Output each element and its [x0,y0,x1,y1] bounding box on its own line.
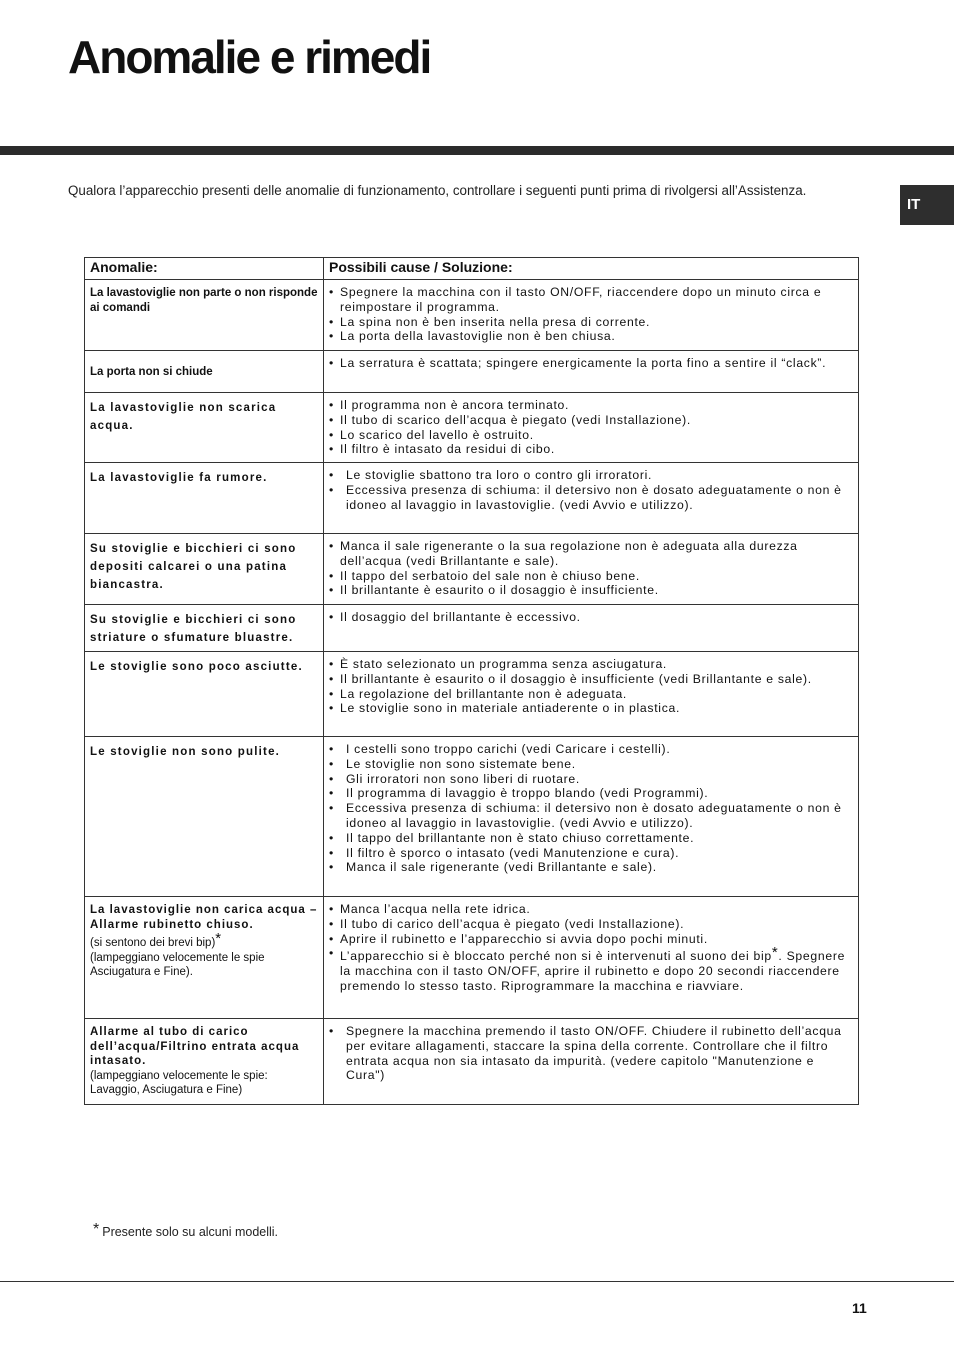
solution-cell [324,737,859,897]
table-row [85,534,859,605]
solution-item: • Manca il sale rigenerante o la sua regolazione non è adeguata alla durezza dell’acqua (vedi Brillantante e sale). [329,539,850,569]
asterisk-marker: * [215,930,222,947]
anomaly-cell [85,605,324,652]
anomaly-text: La lavastoviglie non scarica acqua. [90,402,277,432]
solution-cell [324,351,859,393]
solution-item: • La regolazione del brillantante non è adeguata. [329,687,850,702]
solution-item: • Le stoviglie sono in materiale antiaderente o in plastica. [329,701,850,716]
language-tab: IT [900,185,954,225]
solution-item: • Manca il sale rigenerante (vedi Brillantante e sale). [329,860,850,875]
solution-item: • Il dosaggio del brillantante è eccessivo. [329,610,850,625]
anomaly-text: Su stoviglie e bicchieri ci sono depositi calcarei o una patina biancastra. [90,543,297,591]
solution-item: • Il programma non è ancora terminato. [329,398,850,413]
troubleshooting-table [84,257,859,1105]
table-row [85,652,859,737]
solution-item: • Il filtro è intasato da residui di cibo. [329,442,850,457]
solution-item: • L’apparecchio si è bloccato perché non si è intervenuti al suono dei bip*. Spegnere la macchina con il tasto ON/OFF, aprire il rubinetto e dopo 20 secondi riaccendere premendo lo stesso tasto. Riprogrammare la macchina e riavviare. [329,946,850,993]
solution-item: • La spina non è ben inserita nella presa di corrente. [329,315,850,330]
solution-item: • È stato selezionato un programma senza asciugatura. [329,657,850,672]
solution-item: • Le stoviglie sbattono tra loro o contro gli irroratori. [329,468,850,483]
anomaly-note: (lampeggiano velocemente le spie: Lavaggio, Asciugatura e Fine) [90,1069,268,1096]
header-cause-soluzione: Possibili cause / Soluzione: [324,258,859,280]
page-number: 11 [852,1300,867,1316]
solution-item: • Il tubo di carico dell’acqua è piegato (vedi Installazione). [329,917,850,932]
anomaly-text: Allarme al tubo di carico dell’acqua/Filtrino entrata acqua intasato. [90,1026,300,1067]
solution-list [329,742,850,875]
anomaly-cell [85,351,324,393]
solution-item: • La serratura è scattata; spingere energicamente la porta fino a sentire il “clack”. [329,356,850,371]
solution-cell [324,652,859,737]
page-title: Anomalie e rimedi [68,31,431,83]
solution-item: • Lo scarico del lavello è ostruito. [329,428,850,443]
header-anomalie: Anomalie: [85,258,324,280]
anomaly-text: La lavastoviglie fa rumore. [90,472,268,484]
asterisk-marker: * [771,944,779,962]
solution-list [329,398,850,457]
solution-item: • Eccessiva presenza di schiuma: il detersivo non è dosato adeguatamente o non è idoneo al lavaggio in lavastoviglie. (vedi Avvio e utilizzo). [329,483,850,513]
footnote-text: Presente solo su alcuni modelli. [102,1225,279,1239]
footnote [93,1221,278,1239]
solution-item: • Il tappo del serbatoio del sale non è chiuso bene. [329,569,850,584]
solution-cell [324,897,859,1019]
anomaly-text: Le stoviglie non sono pulite. [90,746,281,758]
solution-item: • Il tappo del brillantante non è stato chiuso correttamente. [329,831,850,846]
footnote-asterisk: * [93,1221,100,1238]
solution-list [329,468,850,512]
solution-item: • Il brillantante è esaurito o il dosaggio è insufficiente (vedi Brillantante e sale). [329,672,850,687]
solution-item: • Le stoviglie non sono sistemate bene. [329,757,850,772]
solution-cell [324,393,859,463]
solution-list [329,657,850,716]
table-row [85,1019,859,1105]
bottom-rule [0,1281,954,1282]
anomaly-cell [85,534,324,605]
anomaly-text: La lavastoviglie non carica acqua – Allarme rubinetto chiuso. [90,904,318,931]
anomaly-cell [85,280,324,351]
table-row [85,280,859,351]
solution-list [329,902,850,994]
solution-item: • Aprire il rubinetto e l’apparecchio si avvia dopo pochi minuti. [329,932,850,947]
anomaly-cell [85,897,324,1019]
solution-cell [324,280,859,351]
solution-item: • Gli irroratori non sono liberi di ruotare. [329,772,850,787]
solution-cell [324,534,859,605]
solution-item: • Il tubo di scarico dell’acqua è piegato (vedi Installazione). [329,413,850,428]
solution-list [329,610,850,625]
solution-item: • Il filtro è sporco o intasato (vedi Manutenzione e cura). [329,846,850,861]
solution-item: • Spegnere la macchina con il tasto ON/OFF, riaccendere dopo un minuto circa e reimpostare il programma. [329,285,850,315]
table-row [85,351,859,393]
intro-paragraph: Qualora l’apparecchio presenti delle anomalie di funzionamento, controllare i seguenti punti prima di rivolgersi all’Assistenza. [68,183,807,198]
solution-list [329,356,850,371]
solution-list [329,285,850,344]
table-row [85,897,859,1019]
anomaly-text: La lavastoviglie non parte o non risponde ai comandi [90,287,318,314]
solution-list [329,1024,850,1083]
anomaly-text: Le stoviglie sono poco asciutte. [90,661,303,673]
anomaly-cell [85,652,324,737]
solution-cell [324,463,859,534]
solution-item: • Il brillantante è esaurito o il dosaggio è insufficiente. [329,583,850,598]
solution-item: • Eccessiva presenza di schiuma: il detersivo non è dosato adeguatamente o non è idoneo al lavaggio in lavastoviglie. (vedi Avvio e utilizzo). [329,801,850,831]
anomaly-note: (lampeggiano velocemente le spie Asciugatura e Fine). [90,951,265,978]
anomaly-cell [85,1019,324,1105]
solution-bip-continuation: Spegnere la macchina con il tasto ON/OFF, aprire il rubinetto e dopo 20 secondi riaccendere premendo lo stesso tasto. Riprogrammare la macchina e riavviare. [340,949,846,993]
solution-item: • Il programma di lavaggio è troppo blando (vedi Programmi). [329,786,850,801]
solution-item: • I cestelli sono troppo carichi (vedi Caricare i cestelli). [329,742,850,757]
anomaly-text: Su stoviglie e bicchieri ci sono striature o sfumature bluastre. [90,614,297,644]
table-header-row [85,258,859,280]
top-rule [0,146,954,155]
solution-bip-text: L’apparecchio si è bloccato perché non si è intervenuti al suono dei bip [340,949,772,964]
solution-item: • La porta della lavastoviglie non è ben chiusa. [329,329,850,344]
anomaly-note-text: (si sentono dei brevi bip) [90,937,216,949]
solution-item: • Manca l’acqua nella rete idrica. [329,902,850,917]
table-row [85,393,859,463]
anomaly-cell [85,737,324,897]
table-row [85,463,859,534]
anomaly-note [90,932,318,951]
solution-cell [324,1019,859,1105]
anomaly-cell [85,463,324,534]
solution-item: • Spegnere la macchina premendo il tasto ON/OFF. Chiudere il rubinetto dell’acqua per evitare allagamenti, staccare la spina della corrente. Controllare che il filtro entrata acqua non sia intasato da impurità. (vedere capitolo "Manutenzione e Cura") [329,1024,850,1083]
anomaly-cell [85,393,324,463]
table-row [85,605,859,652]
solution-cell [324,605,859,652]
anomaly-text: La porta non si chiude [90,366,213,379]
table-row [85,737,859,897]
solution-list [329,539,850,598]
